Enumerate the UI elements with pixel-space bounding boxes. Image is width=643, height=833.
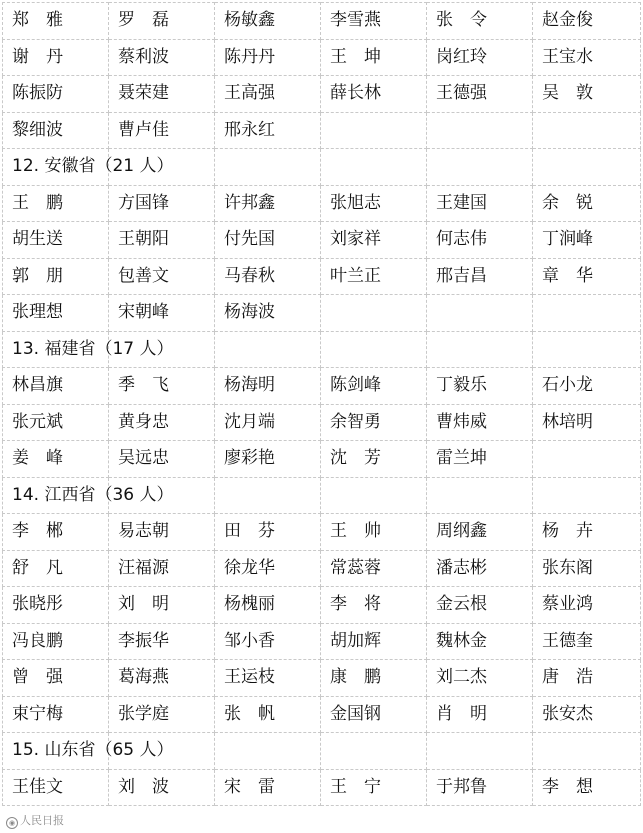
name-cell: 李 将 — [321, 587, 427, 624]
name-cell: 杨 卉 — [533, 514, 641, 551]
name-cell: 张 帆 — [215, 696, 321, 733]
name-cell: 葛海燕 — [109, 660, 215, 697]
name-cell: 陈剑峰 — [321, 368, 427, 405]
name-cell: 沈月端 — [215, 404, 321, 441]
empty-cell — [427, 331, 533, 368]
name-row — [3, 441, 641, 478]
empty-cell — [427, 295, 533, 332]
name-cell: 李振华 — [109, 623, 215, 660]
name-cell: 林培明 — [533, 404, 641, 441]
name-cell: 周纲鑫 — [427, 514, 533, 551]
name-cell: 王朝阳 — [109, 222, 215, 259]
name-cell: 刘家祥 — [321, 222, 427, 259]
name-row — [3, 222, 641, 259]
name-cell: 蔡利波 — [109, 39, 215, 76]
name-cell: 丁涧峰 — [533, 222, 641, 259]
name-cell: 唐 浩 — [533, 660, 641, 697]
name-cell: 冯良鹏 — [3, 623, 109, 660]
name-cell: 曾 强 — [3, 660, 109, 697]
empty-cell — [321, 331, 427, 368]
empty-cell — [427, 477, 533, 514]
camera-icon: ◉ — [6, 817, 18, 829]
name-cell: 常蕊蓉 — [321, 550, 427, 587]
name-row — [3, 76, 641, 113]
name-cell: 杨槐丽 — [215, 587, 321, 624]
empty-cell — [533, 477, 641, 514]
name-cell: 金国钢 — [321, 696, 427, 733]
name-cell: 黄身忠 — [109, 404, 215, 441]
name-cell: 王高强 — [215, 76, 321, 113]
name-cell: 束宁梅 — [3, 696, 109, 733]
section-title: 14. 江西省（36 人） — [3, 477, 109, 514]
name-cell: 曹炜威 — [427, 404, 533, 441]
name-cell: 王 宁 — [321, 769, 427, 806]
name-row — [3, 696, 641, 733]
name-cell: 康 鹏 — [321, 660, 427, 697]
name-cell: 姜 峰 — [3, 441, 109, 478]
name-row — [3, 623, 641, 660]
name-cell: 余 锐 — [533, 185, 641, 222]
name-cell: 张学庭 — [109, 696, 215, 733]
name-cell: 舒 凡 — [3, 550, 109, 587]
empty-cell — [321, 112, 427, 149]
name-cell: 付先国 — [215, 222, 321, 259]
name-cell: 刘 波 — [109, 769, 215, 806]
name-cell: 王宝水 — [533, 39, 641, 76]
name-cell: 陈振防 — [3, 76, 109, 113]
name-cell: 李 郴 — [3, 514, 109, 551]
name-cell: 余智勇 — [321, 404, 427, 441]
name-cell: 王德奎 — [533, 623, 641, 660]
name-cell: 邢吉昌 — [427, 258, 533, 295]
name-cell: 张晓彤 — [3, 587, 109, 624]
name-row — [3, 258, 641, 295]
name-row — [3, 368, 641, 405]
name-cell: 郑 雅 — [3, 3, 109, 40]
section-title: 15. 山东省（65 人） — [3, 733, 109, 770]
empty-cell — [427, 112, 533, 149]
name-cell: 胡生送 — [3, 222, 109, 259]
name-row — [3, 185, 641, 222]
section-header-row — [3, 733, 641, 770]
name-cell: 张东阁 — [533, 550, 641, 587]
empty-cell — [533, 733, 641, 770]
name-row — [3, 112, 641, 149]
name-cell: 罗 磊 — [109, 3, 215, 40]
name-cell: 魏林金 — [427, 623, 533, 660]
name-cell: 谢 丹 — [3, 39, 109, 76]
name-cell: 杨海波 — [215, 295, 321, 332]
name-cell: 张 令 — [427, 3, 533, 40]
empty-cell — [533, 295, 641, 332]
name-cell: 王运枝 — [215, 660, 321, 697]
name-cell: 潘志彬 — [427, 550, 533, 587]
name-cell: 薛长林 — [321, 76, 427, 113]
name-row — [3, 514, 641, 551]
name-cell: 廖彩艳 — [215, 441, 321, 478]
name-cell: 李雪燕 — [321, 3, 427, 40]
empty-cell — [427, 733, 533, 770]
name-cell: 张理想 — [3, 295, 109, 332]
name-cell: 于邦鲁 — [427, 769, 533, 806]
name-cell: 陈丹丹 — [215, 39, 321, 76]
empty-cell — [533, 331, 641, 368]
name-cell: 沈 芳 — [321, 441, 427, 478]
name-cell: 刘二杰 — [427, 660, 533, 697]
name-cell: 许邦鑫 — [215, 185, 321, 222]
name-list-body — [3, 3, 641, 806]
empty-cell — [321, 733, 427, 770]
name-cell: 季 飞 — [109, 368, 215, 405]
name-cell: 田 芬 — [215, 514, 321, 551]
empty-cell — [215, 733, 321, 770]
name-cell: 金云根 — [427, 587, 533, 624]
name-row — [3, 295, 641, 332]
empty-cell — [215, 149, 321, 186]
empty-cell — [321, 149, 427, 186]
name-list-table — [2, 2, 641, 806]
empty-cell — [533, 441, 641, 478]
name-cell: 邢永红 — [215, 112, 321, 149]
name-cell: 王 帅 — [321, 514, 427, 551]
name-cell: 吴 敦 — [533, 76, 641, 113]
name-cell: 邹小香 — [215, 623, 321, 660]
section-header-row — [3, 331, 641, 368]
name-cell: 肖 明 — [427, 696, 533, 733]
name-cell: 聂荣建 — [109, 76, 215, 113]
name-cell: 马春秋 — [215, 258, 321, 295]
name-cell: 王佳文 — [3, 769, 109, 806]
empty-cell — [215, 331, 321, 368]
name-row — [3, 587, 641, 624]
name-cell: 叶兰正 — [321, 258, 427, 295]
name-cell: 曹卢佳 — [109, 112, 215, 149]
section-header-row — [3, 149, 641, 186]
name-cell: 丁毅乐 — [427, 368, 533, 405]
name-cell: 黎细波 — [3, 112, 109, 149]
name-cell: 包善文 — [109, 258, 215, 295]
name-cell: 雷兰坤 — [427, 441, 533, 478]
watermark-text: 人民日报 — [20, 814, 64, 827]
name-cell: 张安杰 — [533, 696, 641, 733]
section-title: 13. 福建省（17 人） — [3, 331, 109, 368]
name-row — [3, 660, 641, 697]
name-cell: 赵金俊 — [533, 3, 641, 40]
name-cell: 方国锋 — [109, 185, 215, 222]
name-cell: 杨敏鑫 — [215, 3, 321, 40]
section-title: 12. 安徽省（21 人） — [3, 149, 109, 186]
empty-cell — [533, 149, 641, 186]
name-cell: 蔡业鸿 — [533, 587, 641, 624]
name-row — [3, 550, 641, 587]
name-cell: 易志朝 — [109, 514, 215, 551]
name-cell: 刘 明 — [109, 587, 215, 624]
empty-cell — [215, 477, 321, 514]
name-cell: 汪福源 — [109, 550, 215, 587]
name-cell: 何志伟 — [427, 222, 533, 259]
name-cell: 宋 雷 — [215, 769, 321, 806]
empty-cell — [321, 477, 427, 514]
name-row — [3, 404, 641, 441]
name-cell: 杨海明 — [215, 368, 321, 405]
empty-cell — [321, 295, 427, 332]
empty-cell — [427, 149, 533, 186]
name-cell: 岗红玲 — [427, 39, 533, 76]
name-row — [3, 3, 641, 40]
name-row — [3, 39, 641, 76]
watermark — [6, 812, 64, 829]
name-cell: 郭 朋 — [3, 258, 109, 295]
empty-cell — [533, 112, 641, 149]
name-cell: 张旭志 — [321, 185, 427, 222]
name-cell: 徐龙华 — [215, 550, 321, 587]
name-cell: 张元斌 — [3, 404, 109, 441]
name-cell: 吴远忠 — [109, 441, 215, 478]
name-cell: 王建国 — [427, 185, 533, 222]
name-cell: 王 坤 — [321, 39, 427, 76]
name-cell: 胡加辉 — [321, 623, 427, 660]
section-header-row — [3, 477, 641, 514]
name-cell: 章 华 — [533, 258, 641, 295]
name-cell: 石小龙 — [533, 368, 641, 405]
name-cell: 林昌旗 — [3, 368, 109, 405]
name-cell: 宋朝峰 — [109, 295, 215, 332]
name-row — [3, 769, 641, 806]
name-cell: 王德强 — [427, 76, 533, 113]
name-cell: 王 鹏 — [3, 185, 109, 222]
name-cell: 李 想 — [533, 769, 641, 806]
